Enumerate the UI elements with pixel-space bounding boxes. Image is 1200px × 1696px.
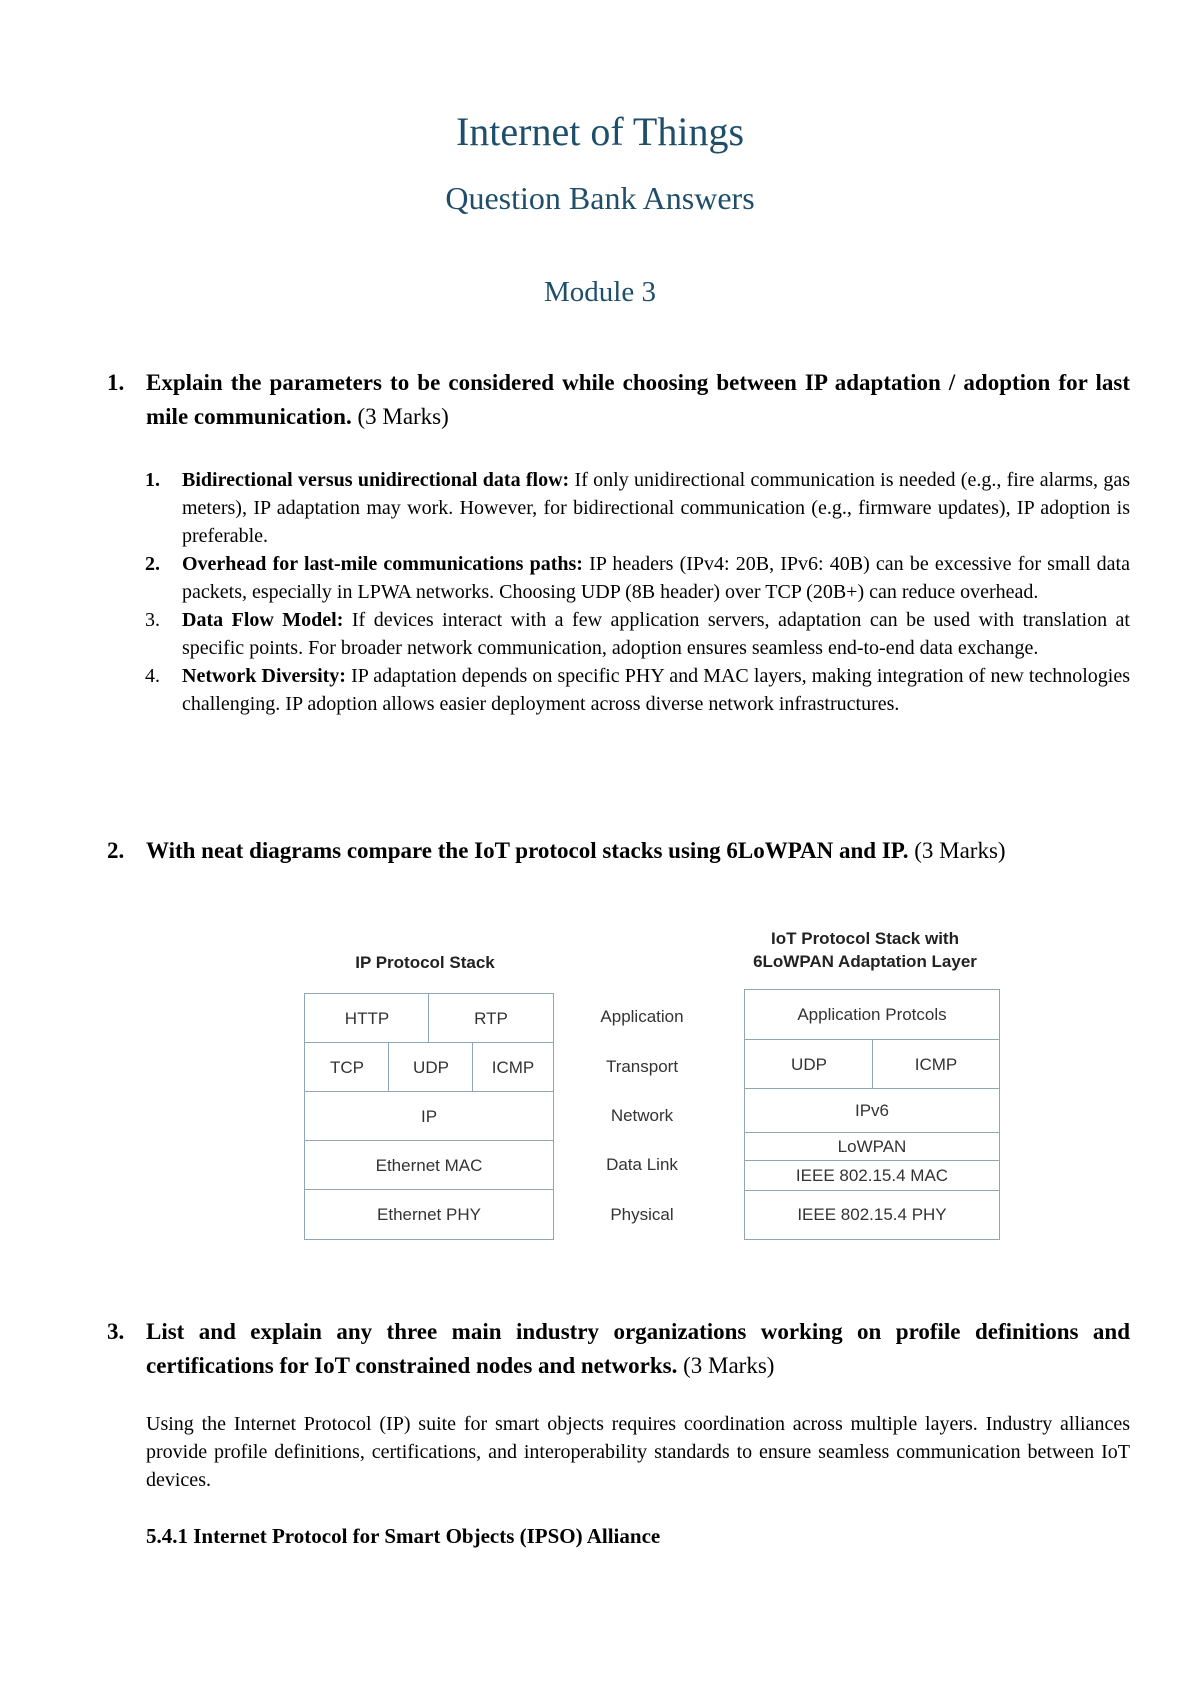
question-1-text [146,366,1130,434]
list-item [145,466,1130,550]
iot-icmp-cell: ICMP [872,1039,1000,1090]
iot-stack-title [740,927,990,973]
iot-mac-cell: IEEE 802.15.4 MAC [744,1160,1000,1192]
list-item-term: Overhead for last-mile communications paths: [182,553,583,575]
ip-udp-cell: UDP [388,1042,474,1093]
list-item [145,606,1130,662]
question-3-prompt: List and explain any three main industry organizations working on profile definitions and certifications for IoT constrained nodes and networks. [146,1319,1130,1378]
ip-stack-title: IP Protocol Stack [355,953,495,972]
question-1-number: 1. [107,370,125,395]
list-item-number: 2. [145,553,160,575]
question-2-number: 2. [107,838,125,863]
layer-label-application: Application [600,1007,684,1026]
question-3-marks: (3 Marks) [683,1353,775,1378]
list-item-text: If only unidirectional communication is needed (e.g., fire alarms, gas meters), IP adaptation may work. However, for bidirectional communication (e.g., firmware updates), IP adoption is preferable. [182,469,1130,547]
question-1-prompt: Explain the parameters to be considered while choosing between IP adaptation / adoption for last mile communication. [146,370,1130,429]
layer-label-physical: Physical [610,1205,674,1224]
ip-rtp-cell: RTP [428,993,554,1044]
list-item [145,662,1130,718]
document-subtitle: Question Bank Answers [445,180,755,216]
question-3-text [146,1315,1130,1383]
list-item-text: IP adaptation depends on specific PHY and MAC layers, making integration of new technologies challenging. IP adoption allows easier deployment across diverse network infrastructures. [182,665,1130,715]
question-1-marks: (3 Marks) [357,404,449,429]
layer-label-transport: Transport [605,1057,679,1076]
list-item-number: 1. [145,469,160,491]
ip-tcp-cell: TCP [304,1042,390,1093]
list-item [145,550,1130,606]
list-item-text: If devices interact with a few application servers, adaptation can be used with translation at specific points. For broader network communication, adoption ensures seamless end-to-end data exchange. [182,609,1130,659]
iot-lowpan-cell: LoWPAN [744,1132,1000,1162]
list-item-text: IP headers (IPv4: 20B, IPv6: 40B) can be excessive for small data packets, especially in LPWA networks. Choosing UDP (8B header) over TCP (20B+) can reduce overhead. [182,553,1130,603]
iot-stack-title-line-1: IoT Protocol Stack with [771,929,959,948]
section-heading: 5.4.1 Internet Protocol for Smart Objects (IPSO) Alliance [146,1524,661,1548]
question-1-answer-list [145,466,1130,718]
ip-mac-cell: Ethernet MAC [304,1140,554,1191]
question-2-marks: (3 Marks) [914,838,1006,863]
question-3-number: 3. [107,1319,125,1344]
ip-http-cell: HTTP [304,993,430,1044]
layer-label-datalink: Data Link [606,1155,678,1174]
question-3-paragraph: Using the Internet Protocol (IP) suite for smart objects requires coordination across multiple layers. Industry alliances provide profile definitions, certifications, and interoperability standards to ensure seamless communication between IoT devices. [146,1413,1130,1491]
iot-udp-cell: UDP [744,1039,874,1090]
list-item-number: 4. [145,665,160,687]
list-item-term: Network Diversity: [182,665,346,687]
layer-label-network: Network [610,1106,674,1125]
list-item-number: 3. [145,609,160,631]
question-2-text [146,834,1130,868]
iot-ipv6-cell: IPv6 [744,1088,1000,1134]
ip-icmp-cell: ICMP [472,1042,554,1093]
list-item-term: Bidirectional versus unidirectional data flow: [182,469,570,491]
iot-application-cell: Application Protcols [744,989,1000,1041]
document-title: Internet of Things [455,109,745,154]
module-heading: Module 3 [544,276,656,308]
iot-phy-cell: IEEE 802.15.4 PHY [744,1190,1000,1240]
ip-network-cell: IP [304,1091,554,1142]
iot-stack-title-line-2: 6LoWPAN Adaptation Layer [753,952,977,971]
list-item-term: Data Flow Model: [182,609,344,631]
protocol-stack-diagram [300,925,1020,1255]
question-2-prompt: With neat diagrams compare the IoT protocol stacks using 6LoWPAN and IP. [146,838,909,863]
ip-phy-cell: Ethernet PHY [304,1189,554,1240]
